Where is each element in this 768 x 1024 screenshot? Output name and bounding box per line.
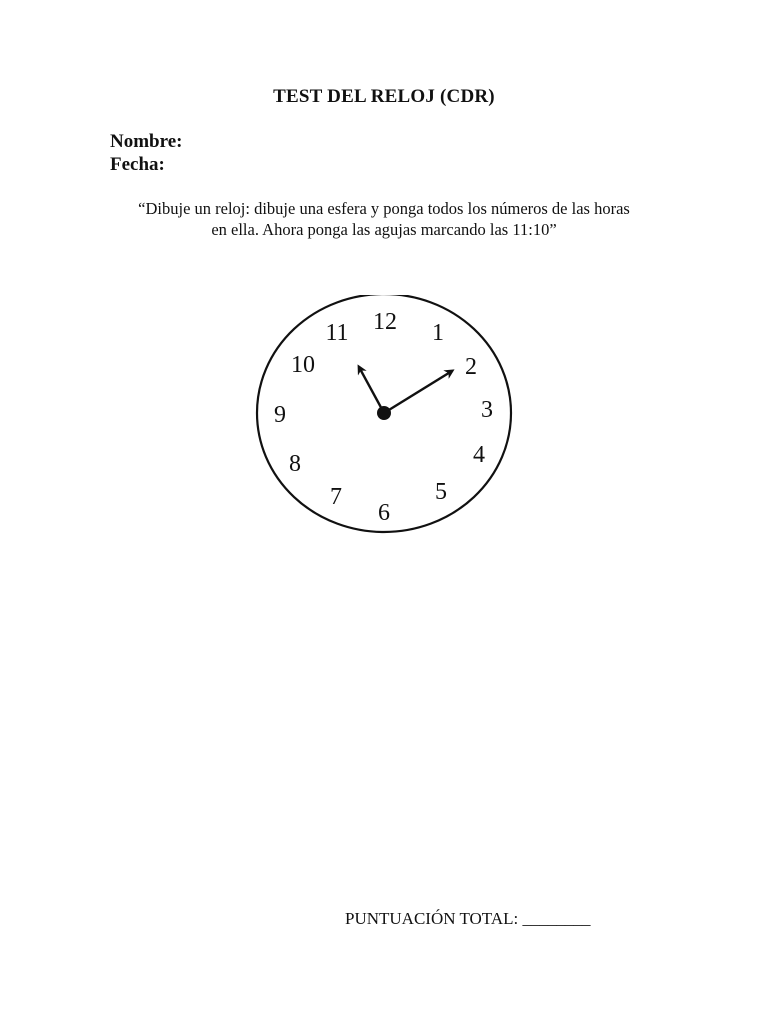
- name-field-label: Nombre:: [110, 131, 183, 152]
- clock-number-3: 3: [481, 397, 493, 423]
- clock-number-9: 9: [274, 402, 286, 428]
- clock-number-7: 7: [330, 484, 342, 510]
- clock-number-11: 11: [325, 320, 349, 346]
- total-score-blank: ________: [522, 909, 591, 928]
- clock-svg: [254, 295, 518, 539]
- instructions-line-1: “Dibuje un reloj: dibuje una esfera y ponga todos los números de las horas: [138, 199, 630, 218]
- clock-center-pin: [377, 406, 391, 420]
- clock-number-1: 1: [432, 320, 444, 346]
- instructions-line-2: en ella. Ahora ponga las agujas marcando las 11:10”: [211, 220, 557, 239]
- instructions-text: [100, 198, 668, 240]
- clock-number-4: 4: [473, 442, 485, 468]
- date-field-label: Fecha:: [110, 154, 165, 175]
- clock-number-6: 6: [378, 500, 390, 526]
- clock-illustration: [254, 295, 518, 539]
- clock-number-8: 8: [289, 451, 301, 477]
- clock-number-12: 12: [373, 309, 397, 335]
- clock-number-10: 10: [291, 352, 315, 378]
- total-score: [345, 909, 590, 929]
- clock-number-5: 5: [435, 479, 447, 505]
- clock-number-2: 2: [465, 354, 477, 380]
- total-score-label: PUNTUACIÓN TOTAL:: [345, 909, 519, 928]
- document-title: TEST DEL RELOJ (CDR): [273, 86, 495, 107]
